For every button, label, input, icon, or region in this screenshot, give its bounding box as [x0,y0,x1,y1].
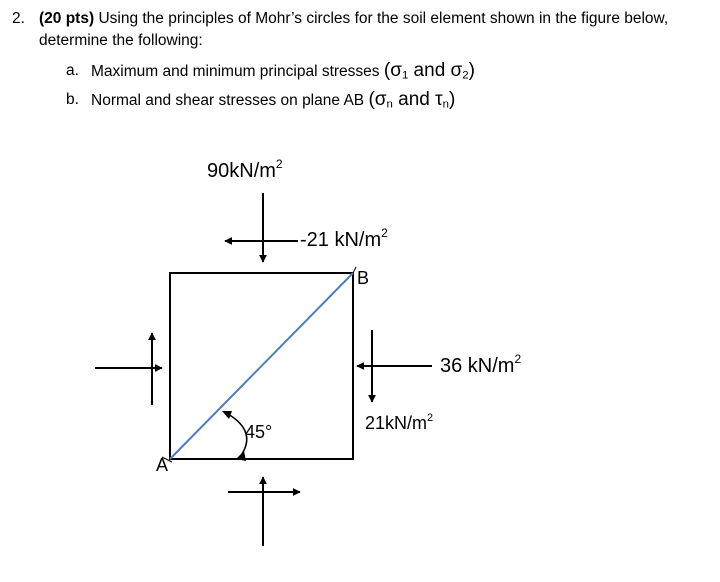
subquestion-letter: a. [66,62,79,79]
angle-arc [228,414,247,457]
sym-sub-2: 2 [462,69,469,82]
top-shear-value: -21 kN/m [300,229,382,251]
question-number: 2. [12,10,25,27]
subquestion-letter: b. [66,91,79,108]
sym-sub-2: n [442,98,449,111]
point-a-label: A [156,455,169,475]
sym-sub-1: 1 [401,69,409,82]
top-shear-stress-label [300,226,388,252]
question-points: (20 pts) [39,10,95,27]
subquestion-a-text: Maximum and minimum principal stresses [91,63,380,80]
angle-label: 45° [245,422,273,442]
point-b-label: B [357,268,370,288]
unit-exponent: 2 [427,411,434,424]
unit-exponent: 2 [275,157,283,171]
sym-sub-1: n [386,98,393,111]
top-normal-value: 90kN/m [207,160,276,182]
corner-b-mark [353,267,356,273]
sym-close: ) [468,60,475,81]
sym-and: and τ [392,89,443,110]
sym-open: (σ [383,60,402,81]
subquestion-b-text: Normal and shear stresses on plane AB [91,92,365,109]
sym-open: (σ [368,89,387,110]
sym-and: and σ [408,60,463,81]
right-shear-value: 21kN/m [365,413,428,433]
top-normal-stress-label [207,157,283,183]
right-shear-stress-label [365,413,433,434]
unit-exponent: 2 [514,352,522,366]
right-normal-stress-label [440,352,522,378]
question-text: Using the principles of Mohr’s circles for the soil element shown in the figure below, determine the following: [39,10,669,49]
sym-close: ) [448,89,456,110]
unit-exponent: 2 [381,226,388,240]
right-normal-value: 36 kN/m [440,355,515,377]
angle-arc-arrowhead-top [222,411,232,419]
